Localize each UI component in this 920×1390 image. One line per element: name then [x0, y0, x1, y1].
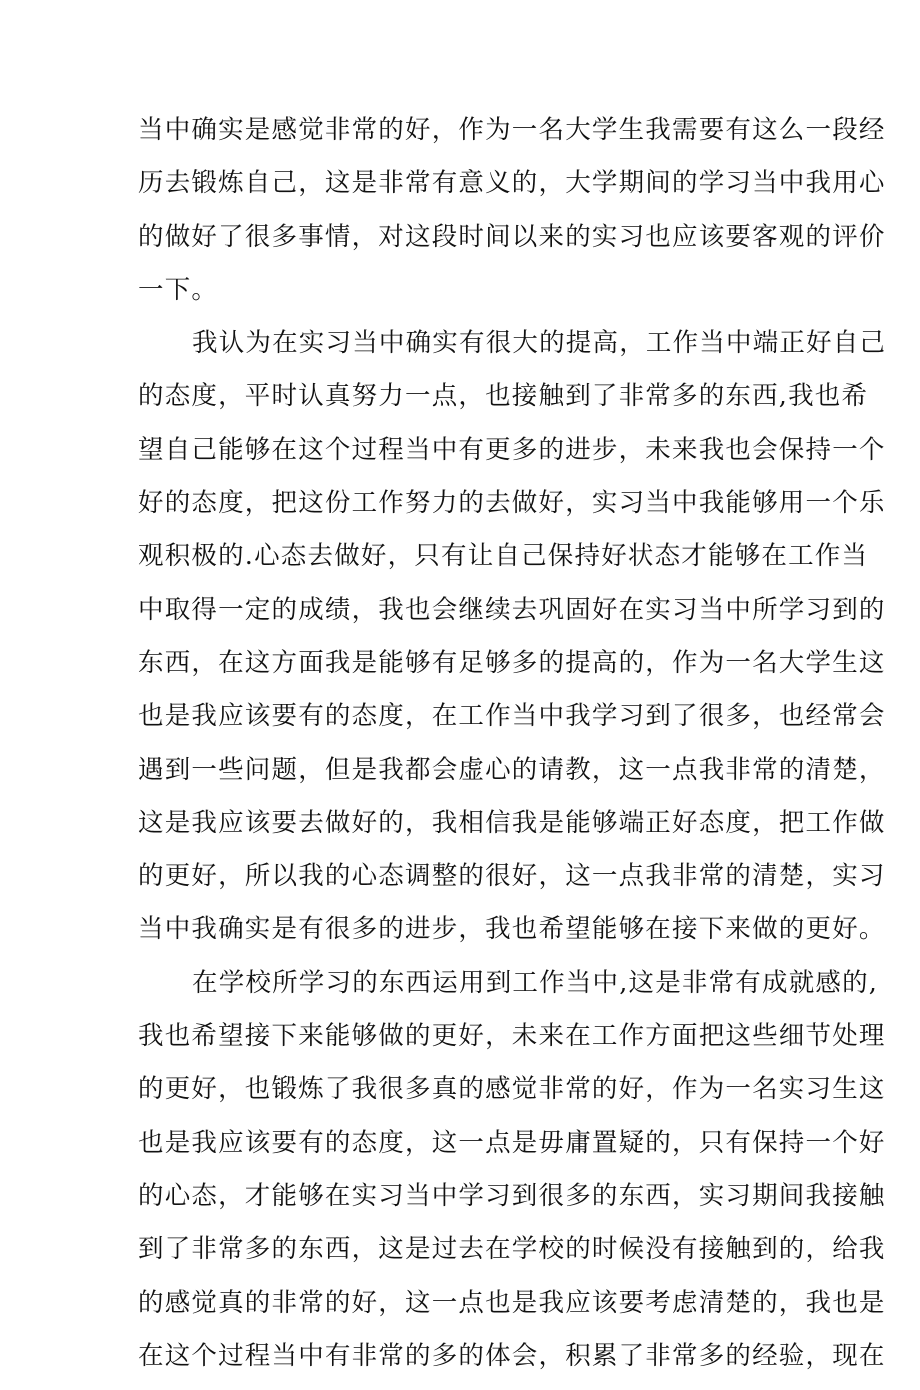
text-line: 中取得一定的成绩，我也会继续去巩固好在实习当中所学习到的 — [138, 594, 886, 625]
paragraph-3 — [138, 964, 886, 1390]
paragraph-1 — [138, 111, 886, 324]
text-line: 观积极的.心态去做好，只有让自己保持好状态才能够在工作当 — [138, 541, 869, 572]
text-line: 的感觉真的非常的好，这一点也是我应该要考虑清楚的，我也是 — [138, 1287, 886, 1318]
text-line: 这是我应该要去做好的，我相信我是能够端正好态度，把工作做 — [138, 807, 886, 838]
text-line: 一下。 — [138, 274, 219, 305]
text-line: 好的态度，把这份工作努力的去做好，实习当中我能够用一个乐 — [138, 488, 886, 519]
text-line: 我也希望接下来能够做的更好，未来在工作方面把这些细节处理 — [138, 1021, 886, 1052]
text-line: 也是我应该要有的态度，在工作当中我学习到了很多，也经常会 — [138, 701, 886, 732]
text-line: 当中确实是感觉非常的好，作为一名大学生我需要有这么一段经 — [138, 115, 886, 145]
paragraph-2 — [138, 324, 887, 964]
text-line-first: 我认为在实习当中确实有很大的提高，工作当中端正好自己 — [192, 328, 887, 359]
text-line: 的更好，也锻炼了我很多真的感觉非常的好，作为一名实习生这 — [138, 1074, 886, 1105]
text-line-first: 在学校所学习的东西运用到工作当中,这是非常有成就感的, — [192, 967, 879, 998]
text-line: 历去锻炼自己，这是非常有意义的，大学期间的学习当中我用心 — [138, 168, 886, 199]
text-line: 的更好，所以我的心态调整的很好，这一点我非常的清楚，实习 — [138, 861, 886, 892]
text-line: 的态度，平时认真努力一点，也接触到了非常多的东西,我也希 — [138, 381, 869, 412]
text-line: 的心态，才能够在实习当中学习到很多的东西，实习期间我接触 — [138, 1180, 886, 1211]
text-line: 望自己能够在这个过程当中有更多的进步，未来我也会保持一个 — [138, 434, 886, 465]
document-page — [138, 111, 887, 1390]
text-line: 东西，在这方面我是能够有足够多的提高的，作为一名大学生这 — [138, 647, 886, 678]
text-line: 当中我确实是有很多的进步，我也希望能够在接下来做的更好。 — [138, 914, 886, 945]
text-line: 到了非常多的东西，这是过去在学校的时候没有接触到的，给我 — [138, 1234, 886, 1265]
text-line: 遇到一些问题，但是我都会虚心的请教，这一点我非常的清楚， — [138, 754, 886, 785]
text-line: 在这个过程当中有非常的多的体会，积累了非常多的经验，现在 — [138, 1340, 886, 1371]
text-line: 也是我应该要有的态度，这一点是毋庸置疑的，只有保持一个好 — [138, 1127, 886, 1158]
text-line: 的做好了很多事情，对这段时间以来的实习也应该要客观的评价 — [138, 221, 886, 252]
